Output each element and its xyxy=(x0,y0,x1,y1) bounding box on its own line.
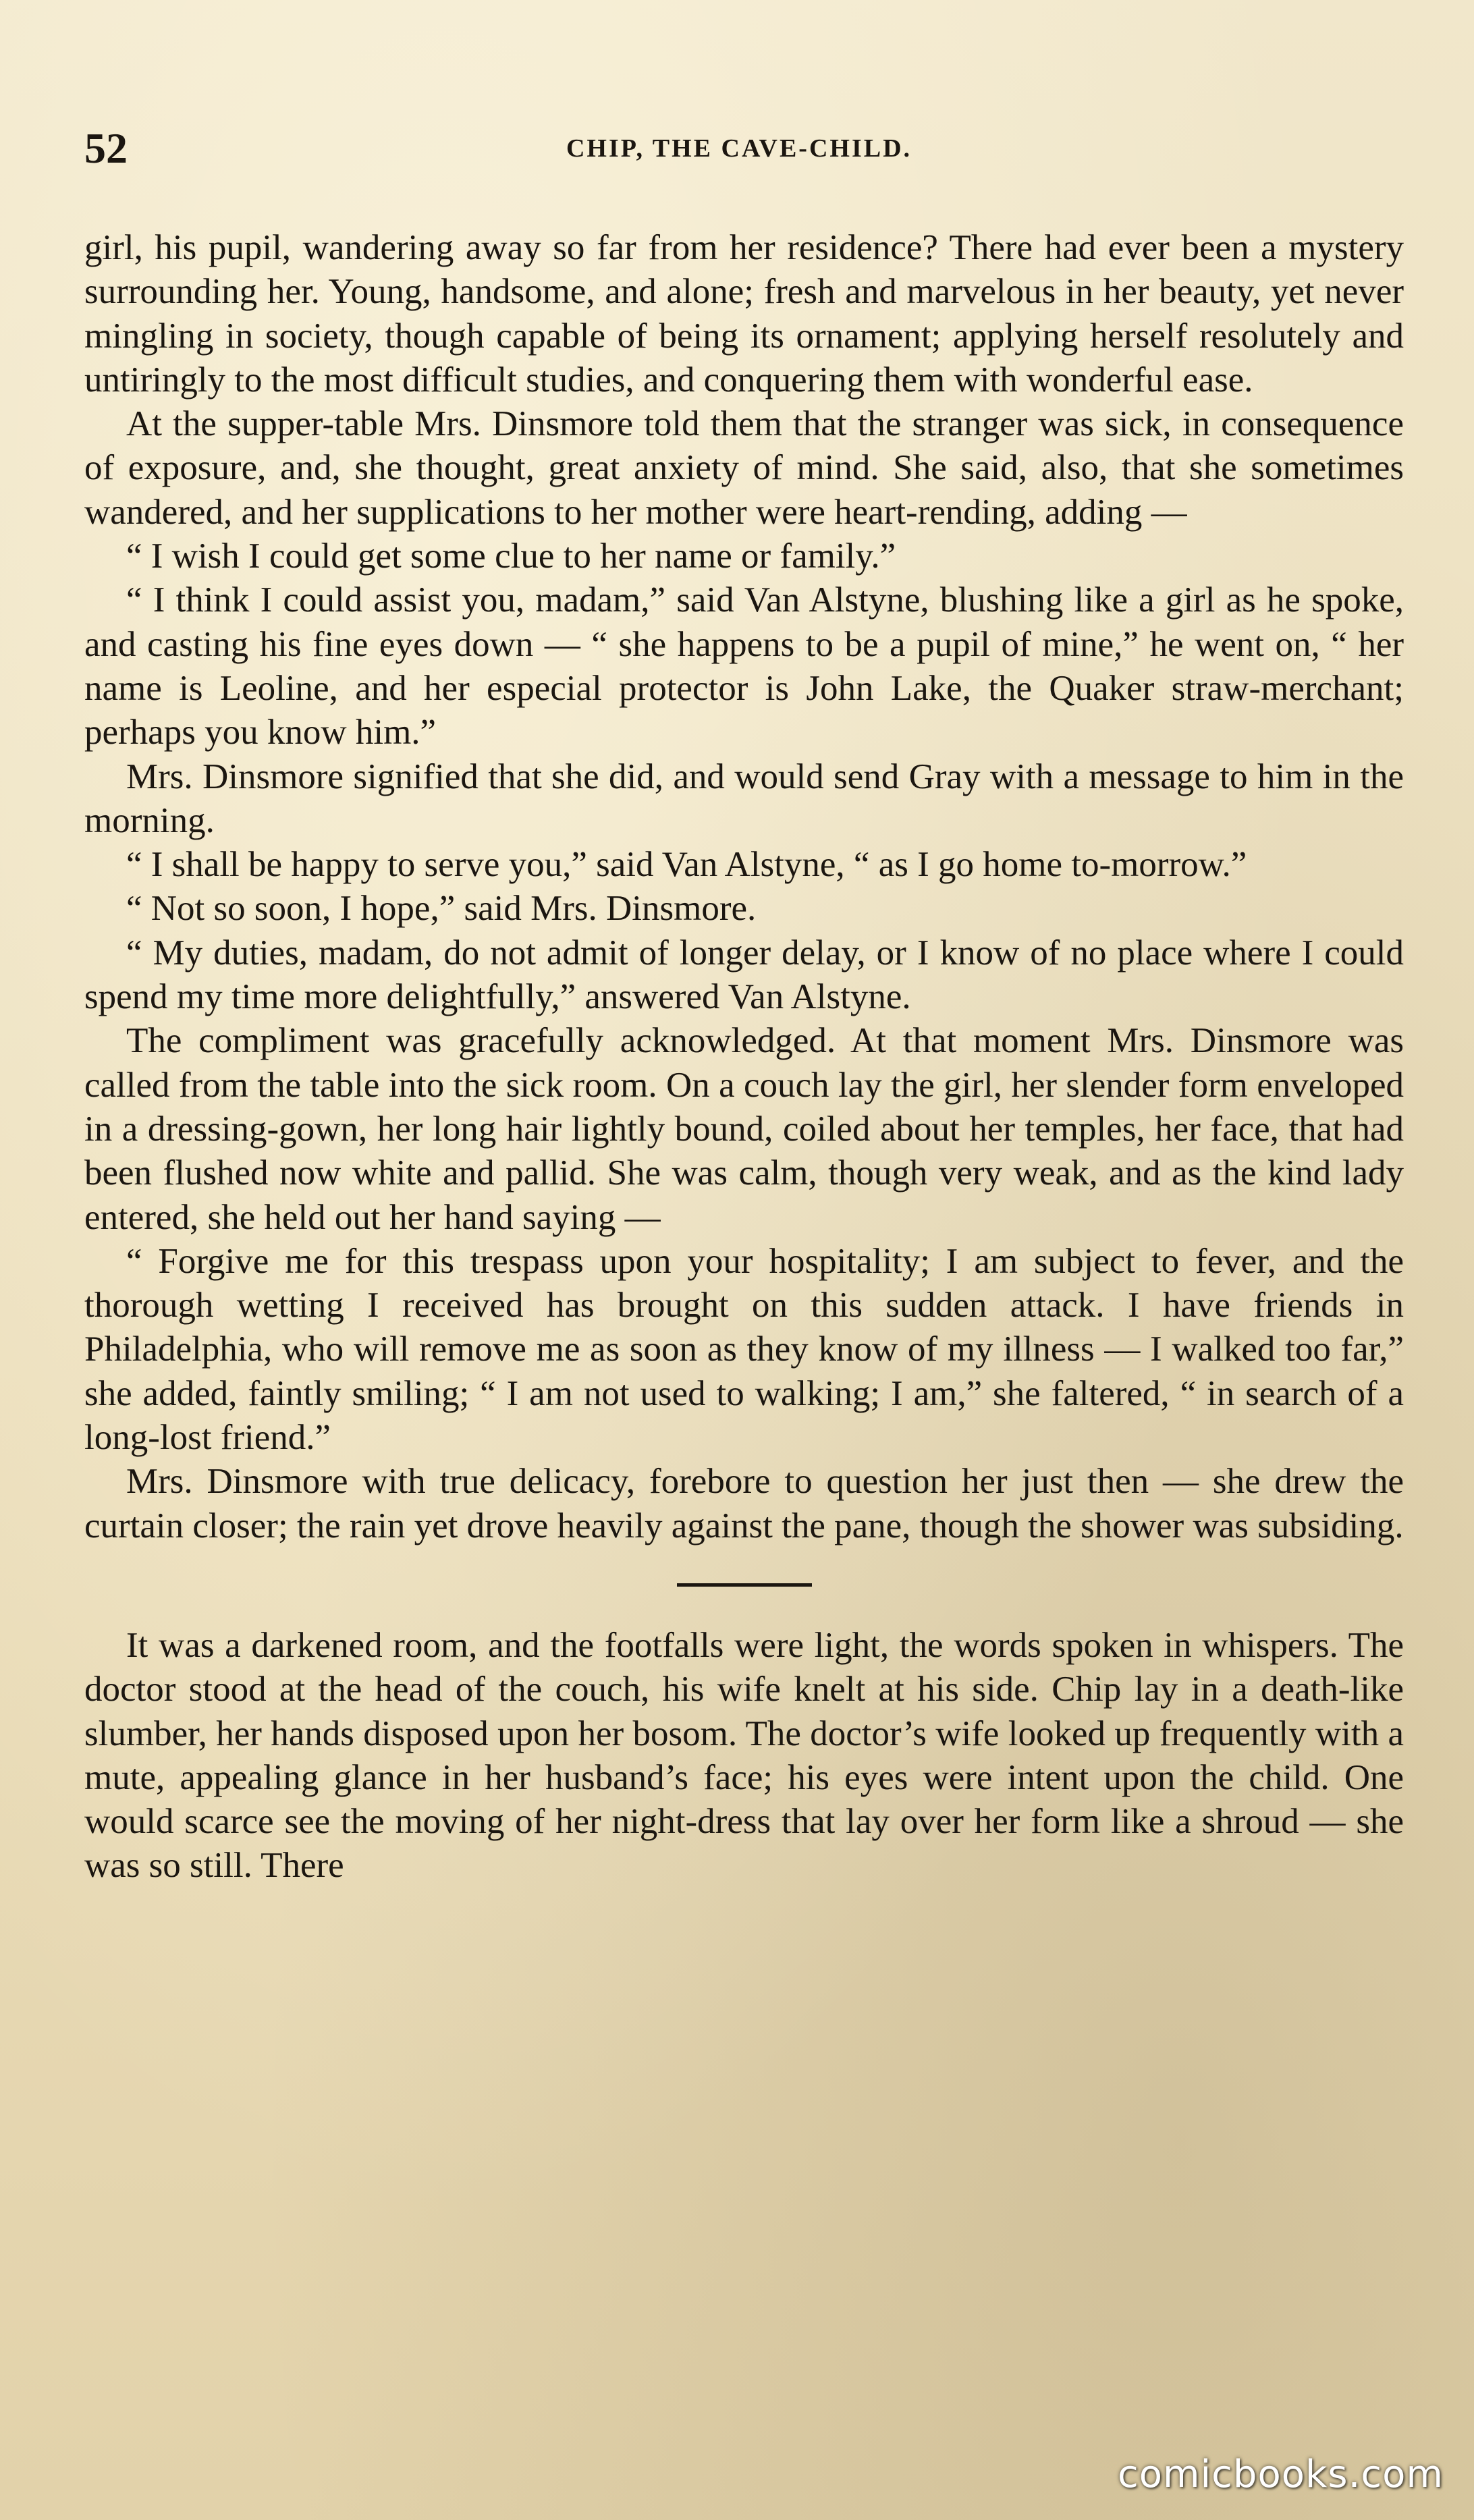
paragraph: Mrs. Dinsmore with true delicacy, forebore to question her just then — she drew the curtain closer; the rain yet drove heavily against the pane, though the shower was subsiding. xyxy=(84,1462,1404,1545)
paragraph: It was a darkened room, and the footfalls were light, the words spoken in whispers. The doctor stood at the head of the couch, his wife knelt at his side. Chip lay in a death-like slumber, her hands disposed upon her bosom. The doctor’s wife looked up frequently with a mute, appealing glance in her husband’s face; his eyes were intent upon the child. One would scarce see the moving of her night-dress that lay over her form like a shroud — she was so still. There xyxy=(84,1625,1404,1886)
section-divider xyxy=(677,1583,812,1587)
paragraph: Mrs. Dinsmore signified that she did, and would send Gray with a message to him in the morning. xyxy=(84,757,1404,840)
running-head xyxy=(84,121,1394,175)
paragraph: “ I think I could assist you, madam,” said Van Alstyne, blushing like a girl as he spoke, and casting his fine eyes down — “ she happens to be a pupil of mine,” he went on, “ her name is Leoline, and her especial protector is John Lake, the Quaker straw-merchant; perhaps you know him.” xyxy=(84,580,1404,752)
paragraph: “ My duties, madam, do not admit of longer delay, or I know of no place where I could spend my time more delightfully,” answered Van Alstyne. xyxy=(84,933,1404,1017)
paragraph: “ Not so soon, I hope,” said Mrs. Dinsmore. xyxy=(126,889,757,929)
paragraph: girl, his pupil, wandering away so far from her residence? There had ever been a mystery surrounding her. Young, handsome, and alone; fresh and marvelous in her beauty, yet never mingling in society, though capable of being its ornament; applying herself resolutely and untiringly to the most difficult studies, and conquering them with wonderful ease. xyxy=(84,228,1404,400)
body-text xyxy=(84,226,1404,1888)
paragraph: “ I wish I could get some clue to her name or family.” xyxy=(126,537,896,576)
paragraph: At the supper-table Mrs. Dinsmore told them that the stranger was sick, in consequence of exposure, and, she thought, great anxiety of mind. She said, also, that she sometimes wandered, and her supplications to her mother were heart-rending, adding — xyxy=(84,404,1404,532)
page-number: 52 xyxy=(84,124,128,172)
watermark: comicbooks.com xyxy=(1117,2453,1444,2496)
paragraph: “ Forgive me for this trespass upon your hospitality; I am subject to fever, and the thorough wetting I received has brought on this sudden attack. I have friends in Philadelphia, who will remove me as soon as they know of my illness — I walked too far,” she added, faintly smiling; “ I am not used to walking; I am,” she faltered, “ in search of a long-lost friend.” xyxy=(84,1241,1404,1458)
running-title: CHIP, THE CAVE-CHILD. xyxy=(566,134,912,163)
paragraph: The compliment was gracefully acknowledged. At that moment Mrs. Dinsmore was called from the table into the sick room. On a couch lay the girl, her slender form enveloped in a dressing-gown, her long hair lightly bound, coiled about her temples, her face, that had been flushed now white and pallid. She was calm, though very weak, and as the kind lady entered, she held out her hand saying — xyxy=(84,1021,1404,1237)
paragraph: “ I shall be happy to serve you,” said Van Alstyne, “ as I go home to-morrow.” xyxy=(126,845,1247,885)
